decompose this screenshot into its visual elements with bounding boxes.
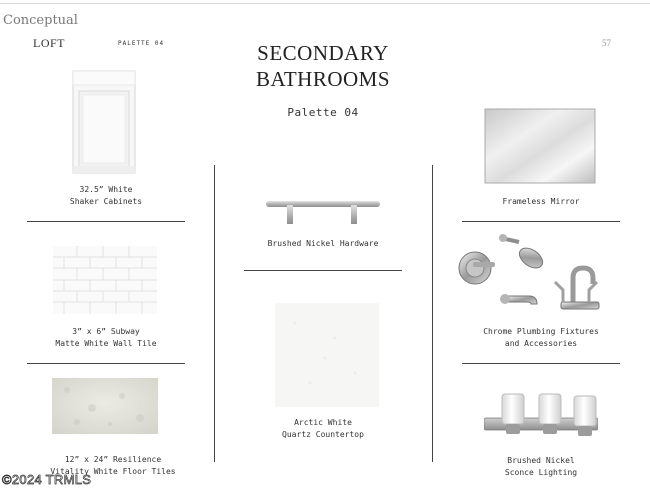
mirror-label: Frameless Mirror — [502, 197, 580, 206]
hardware-label: Brushed Nickel Hardware — [267, 239, 379, 248]
mirror-image — [484, 108, 596, 184]
hardware-pull-image — [265, 197, 381, 225]
divider-left-2 — [27, 363, 185, 364]
sconce-lighting-image — [484, 392, 598, 440]
brand-subname: LOFT — [33, 36, 65, 50]
divider-right-1 — [462, 221, 620, 222]
cabinets-label: 32.5” White Shaker Cabinets — [69, 185, 143, 206]
plumbing-fixtures-image — [457, 232, 601, 316]
column-divider-left — [214, 165, 215, 462]
divider-left-1 — [27, 221, 185, 222]
palette-label-small: PALETTE 04 — [118, 40, 165, 47]
shaker-cabinet-image — [72, 70, 136, 174]
page-number: 57 — [602, 38, 611, 48]
column-divider-right — [432, 165, 433, 462]
page-subtitle: Palette 04 — [287, 106, 359, 119]
countertop-image — [275, 303, 379, 407]
copyright-watermark: ©2024 TRMLS — [2, 472, 92, 487]
subway-tile-image — [53, 246, 157, 314]
plumbing-label: Chrome Plumbing Fixtures and Accessories — [483, 327, 599, 348]
countertop-label: Arctic White Quartz Countertop — [282, 418, 364, 439]
floor-tile-image — [52, 378, 158, 434]
brand-name: Conceptual — [3, 13, 78, 28]
divider-center-1 — [244, 270, 402, 271]
lighting-label: Brushed Nickel Sconce Lighting — [504, 456, 578, 477]
wall-tile-label: 3” x 6” Subway Matte White Wall Tile — [55, 327, 157, 348]
page-title: SECONDARY BATHROOMS — [255, 41, 391, 91]
top-border — [0, 3, 650, 4]
divider-right-2 — [462, 363, 620, 364]
floor-tile-label: 12” x 24” Resilience Vitality White Floor Tiles — [50, 455, 176, 476]
